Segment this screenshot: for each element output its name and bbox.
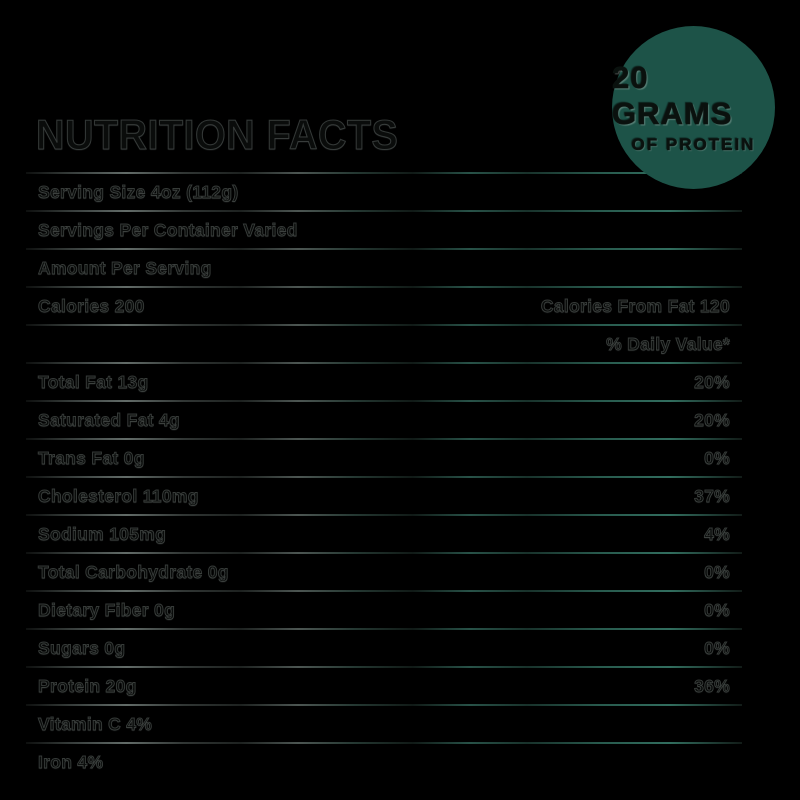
- row-label: Dietary Fiber 0g: [38, 599, 176, 620]
- page-title: NUTRITION FACTS: [36, 111, 399, 158]
- divider: [26, 400, 742, 402]
- row-label: Trans Fat 0g: [38, 447, 145, 468]
- divider: [26, 324, 742, 326]
- row-value: 37%: [694, 485, 730, 506]
- divider: [26, 742, 742, 744]
- nutrition-table: [26, 172, 742, 780]
- divider: [26, 248, 742, 250]
- table-row: [26, 174, 742, 210]
- row-label: Serving Size 4oz (112g): [38, 181, 239, 202]
- table-row: [26, 326, 742, 362]
- divider: [26, 628, 742, 630]
- row-label: Vitamin C 4%: [38, 713, 153, 734]
- row-value: 0%: [704, 599, 730, 620]
- row-label: Iron 4%: [38, 751, 104, 772]
- table-row: [26, 288, 742, 324]
- divider: [26, 362, 742, 364]
- row-label: Saturated Fat 4g: [38, 409, 180, 430]
- table-row: [26, 402, 742, 438]
- table-row: [26, 706, 742, 742]
- row-value: 36%: [694, 675, 730, 696]
- divider: [26, 552, 742, 554]
- table-row: [26, 630, 742, 666]
- divider: [26, 286, 742, 288]
- table-row: [26, 212, 742, 248]
- row-label: Total Carbohydrate 0g: [38, 561, 229, 582]
- divider: [26, 210, 742, 212]
- divider: [26, 476, 742, 478]
- row-value: % Daily Value*: [606, 333, 730, 354]
- divider: [26, 704, 742, 706]
- divider: [26, 514, 742, 516]
- divider: [26, 590, 742, 592]
- table-row: [26, 478, 742, 514]
- table-row: [26, 364, 742, 400]
- table-row: [26, 440, 742, 476]
- row-value: 0%: [704, 447, 730, 468]
- badge-protein-text: OF PROTEIN: [631, 135, 756, 154]
- divider: [26, 666, 742, 668]
- table-row: [26, 668, 742, 704]
- table-row: [26, 744, 742, 780]
- table-row: [26, 516, 742, 552]
- divider: [26, 172, 742, 174]
- row-label: Total Fat 13g: [38, 371, 149, 392]
- table-row: [26, 250, 742, 286]
- row-value: 0%: [704, 637, 730, 658]
- row-label: Sugars 0g: [38, 637, 126, 658]
- row-value: Calories From Fat 120: [540, 295, 730, 316]
- protein-badge: [612, 26, 775, 189]
- divider: [26, 438, 742, 440]
- row-label: Amount Per Serving: [38, 257, 212, 278]
- badge-grams-text: 20 GRAMS: [612, 60, 733, 131]
- row-value: 4%: [704, 523, 730, 544]
- table-row: [26, 554, 742, 590]
- row-label: Servings Per Container Varied: [38, 219, 298, 240]
- table-row: [26, 592, 742, 628]
- row-label: Cholesterol 110mg: [38, 485, 199, 506]
- row-value: 20%: [694, 371, 730, 392]
- row-value: 0%: [704, 561, 730, 582]
- row-value: 20%: [694, 409, 730, 430]
- row-label: Protein 20g: [38, 675, 137, 696]
- row-label: Sodium 105mg: [38, 523, 167, 544]
- row-label: Calories 200: [38, 295, 145, 316]
